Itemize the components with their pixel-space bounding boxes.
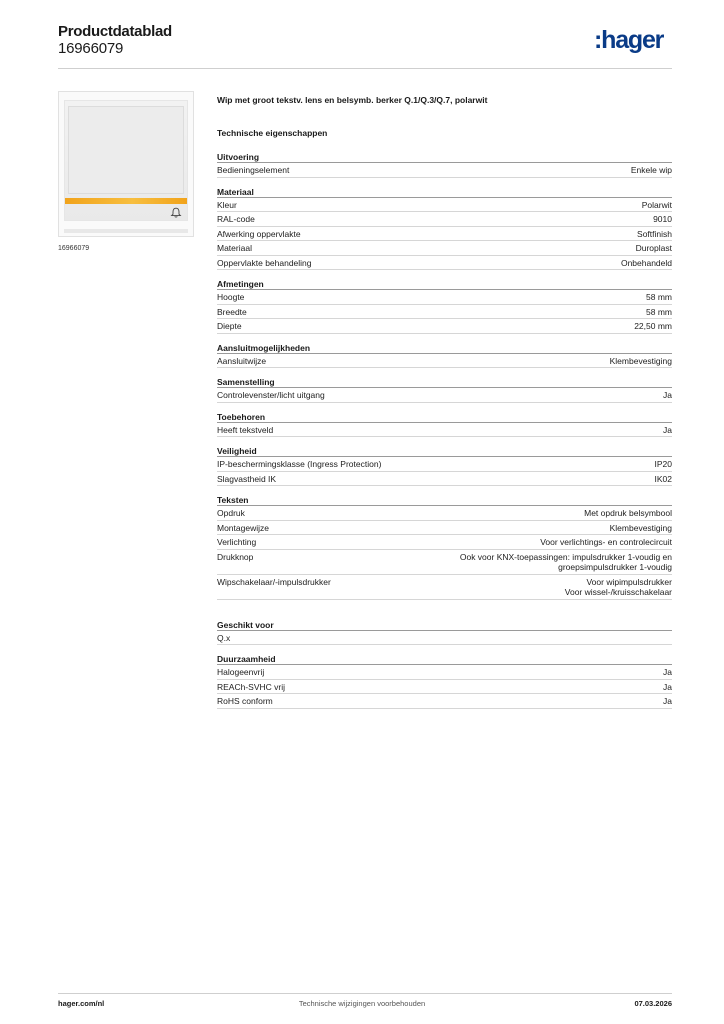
image-caption: 16966079	[58, 245, 90, 252]
spec-row	[217, 506, 672, 521]
spec-label: REACh-SVHC vrij	[217, 681, 286, 692]
spec-section-title: Materiaal	[217, 187, 672, 198]
spec-row	[217, 550, 672, 575]
spec-label: Controlevenster/licht uitgang	[217, 390, 325, 400]
spec-value: Ja	[663, 696, 672, 706]
spec-section-title: Toebehoren	[217, 412, 672, 423]
spec-value: Voor wipimpulsdrukker Voor wissel-/kruisschakelaar	[564, 576, 672, 597]
spec-value: Klembevestiging	[609, 522, 672, 533]
spec-row	[217, 305, 672, 320]
spec-label: IP-beschermingsklasse (Ingress Protection)	[217, 459, 382, 469]
spec-label: Kleur	[217, 199, 237, 210]
spec-label: Q.x	[217, 632, 231, 643]
spec-row	[217, 457, 672, 472]
spec-value: Met opdruk belsymbool	[584, 508, 672, 518]
spec-section-title: Uitvoering	[217, 152, 672, 163]
spec-section-title: Veiligheid	[217, 446, 672, 457]
spec-label: Afwerking oppervlakte	[217, 228, 301, 239]
spec-row	[217, 354, 672, 369]
spec-row	[217, 198, 672, 213]
spec-value: Ook voor KNX-toepassingen: impulsdrukker 1-voudig en groepsimpulsdrukker 1-voudig	[459, 551, 672, 572]
spec-value: 22,50 mm	[634, 321, 672, 331]
spec-value: 58 mm	[646, 292, 672, 302]
spec-section-title: Duurzaamheid	[217, 654, 672, 665]
spec-row	[217, 472, 672, 487]
spec-section-title: Teksten	[217, 495, 672, 506]
spec-value: Klembevestiging	[609, 355, 672, 366]
spec-row	[217, 575, 672, 600]
spec-label: Oppervlakte behandeling	[217, 257, 312, 268]
footer-disclaimer: Technische wijzigingen voorbehouden	[298, 999, 426, 1008]
header-divider	[58, 68, 672, 69]
page-title: Productdatablad	[58, 23, 172, 40]
spec-content	[217, 95, 672, 709]
section-heading: Technische eigenschappen	[217, 128, 328, 138]
spec-row	[217, 694, 672, 709]
spec-value: Onbehandeld	[620, 257, 672, 268]
spec-label: Materiaal	[217, 243, 252, 253]
spec-label: Montagewijze	[217, 522, 269, 533]
spec-sections	[217, 152, 672, 709]
spec-row	[217, 388, 672, 403]
spec-value: IK02	[654, 473, 672, 484]
spec-row	[217, 535, 672, 550]
spec-section-title: Geschikt voor	[217, 620, 672, 631]
spec-label: Halogeenvrij	[217, 667, 265, 677]
spec-value: IP20	[654, 459, 672, 469]
spec-value: Ja	[663, 681, 672, 692]
spec-label: Diepte	[217, 321, 242, 331]
spec-row	[217, 163, 672, 178]
footer-divider	[58, 993, 672, 994]
spec-label: Heeft tekstveld	[217, 424, 274, 435]
spec-label: Hoogte	[217, 292, 245, 302]
bell-icon	[170, 207, 182, 218]
spec-value: 9010	[653, 214, 672, 224]
hager-logo: :hager	[594, 26, 664, 54]
spec-label: Slagvastheid IK	[217, 473, 277, 484]
spec-row	[217, 665, 672, 680]
spec-value: Duroplast	[635, 243, 672, 253]
spec-label: Opdruk	[217, 508, 245, 518]
spec-value: Softfinish	[637, 228, 672, 239]
spec-value: Ja	[663, 667, 672, 677]
spec-label: Aansluitwijze	[217, 355, 267, 366]
spec-row	[217, 319, 672, 334]
spec-row	[217, 290, 672, 305]
spec-row	[217, 521, 672, 536]
spec-value: Polarwit	[641, 199, 672, 210]
switch-face	[64, 100, 188, 221]
footer-website-link[interactable]: hager.com/nl	[58, 999, 105, 1008]
product-number: 16966079	[58, 40, 124, 57]
spec-row	[217, 227, 672, 242]
spec-label: Verlichting	[217, 537, 257, 547]
spec-section-title: Afmetingen	[217, 279, 672, 290]
spec-label: RoHS conform	[217, 696, 273, 706]
product-image	[58, 91, 194, 237]
spec-section-title: Samenstelling	[217, 377, 672, 388]
spec-label: RAL-code	[217, 214, 255, 224]
footer-date: 07.03.2026	[634, 999, 672, 1008]
spec-row	[217, 241, 672, 256]
spec-row	[217, 631, 672, 646]
spec-row	[217, 212, 672, 227]
spec-label: Wipschakelaar/-impulsdrukker	[217, 576, 331, 587]
spec-value: Voor verlichtings- en controlecircuit	[540, 537, 672, 547]
switch-base	[64, 229, 188, 233]
spec-label: Breedte	[217, 306, 247, 317]
spec-row	[217, 256, 672, 271]
spec-label: Drukknop	[217, 551, 254, 562]
spec-value: Ja	[663, 424, 672, 435]
spec-value: 58 mm	[646, 306, 672, 317]
spec-value: Ja	[663, 390, 672, 400]
spec-label: Bedieningselement	[217, 165, 290, 175]
product-description: Wip met groot tekstv. lens en belsymb. berker Q.1/Q.3/Q.7, polarwit	[217, 95, 488, 105]
spec-value: Enkele wip	[630, 165, 672, 175]
spec-section-title: Aansluitmogelijkheden	[217, 343, 672, 354]
led-strip	[65, 198, 187, 204]
text-field-lens	[68, 106, 184, 194]
spec-row	[217, 423, 672, 438]
spec-row	[217, 680, 672, 695]
